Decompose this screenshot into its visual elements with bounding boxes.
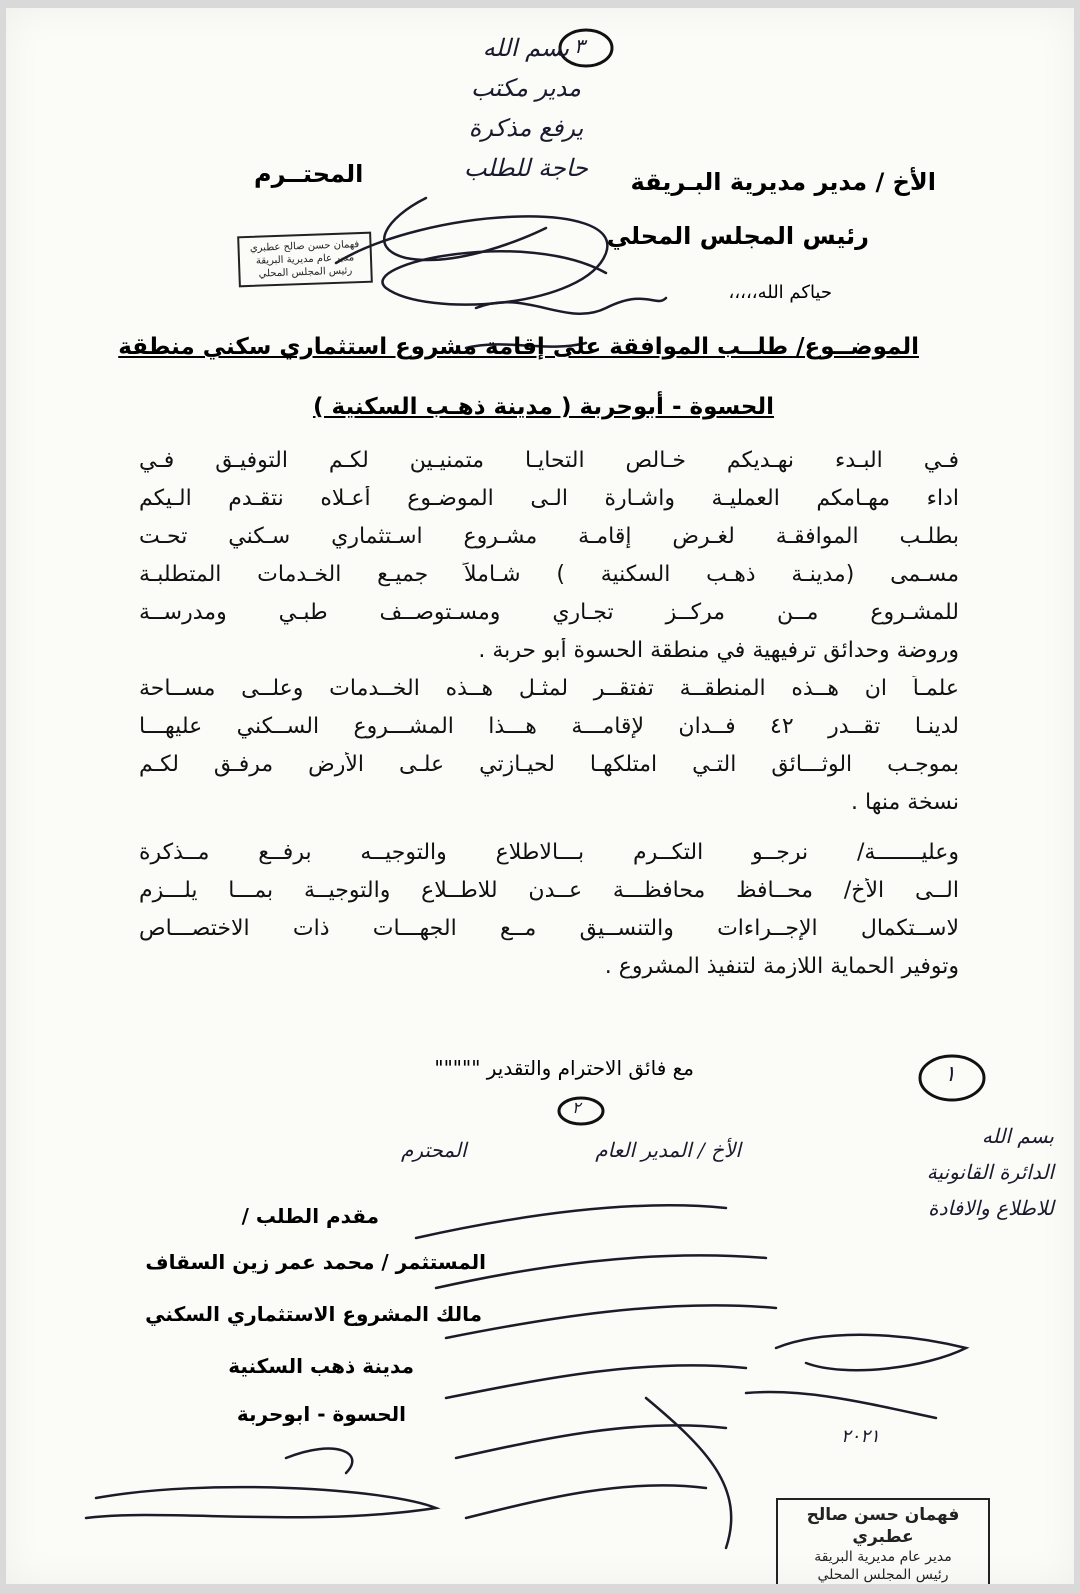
bottom-signature-stroke bbox=[286, 1449, 352, 1473]
note-line: الأخ / المدير العام bbox=[595, 1138, 741, 1162]
circled-number-middle: ١ bbox=[944, 1062, 956, 1087]
circled-number-ring bbox=[559, 1098, 603, 1124]
official-stamp-bottom bbox=[776, 1498, 990, 1584]
body-line: وتوفير الحماية اللازمة لتنفيذ المشروع . bbox=[604, 954, 959, 979]
body-line: وروضة وحدائق ترفيهية في منطقة الحسوة أبو حربة . bbox=[478, 638, 959, 663]
subject-line-1: الموضــوع/ طلــب الموافقة على إقامة مشروع استثماري سكني منطقة bbox=[118, 334, 919, 360]
note-line: المحترم bbox=[401, 1138, 467, 1162]
note-line: يرفع مذكرة bbox=[468, 114, 584, 142]
note-line: حاجة للطلب bbox=[464, 154, 588, 182]
stamp-line: مدير عام مديرية البريقة bbox=[814, 1549, 952, 1566]
body-line: الــى الأخ/ محــافظ محافظـــة عــدن للاطــلاع والتوجيــة بمـــا يلـــزم bbox=[139, 878, 959, 903]
top-handwritten-note bbox=[426, 28, 626, 188]
addressee-line: الأخ / مدير مديرية البـريقة bbox=[630, 168, 936, 196]
body-line: علمـاً ان هــذه المنطقــة تفتقــر لمثـل هــذه الخــدمات وعلــى مســاحة bbox=[139, 676, 959, 701]
applicant-name: المستثمر / محمد عمر زين السقاف bbox=[145, 1250, 486, 1274]
note-line: للاطلاع والافادة bbox=[928, 1196, 1054, 1220]
applicant-title: مالك المشروع الاستثماري السكني bbox=[145, 1302, 482, 1326]
handwritten-scribble bbox=[456, 1425, 726, 1458]
document-sheet bbox=[6, 8, 1074, 1584]
applicant-project: مدينة ذهب السكنية bbox=[228, 1354, 414, 1378]
handwritten-scribble bbox=[446, 1305, 776, 1338]
stamp-line: رئيس المجلس المحلي bbox=[817, 1567, 949, 1584]
closing-line: مع فائق الاحترام والتقدير """"" bbox=[434, 1056, 694, 1080]
body-line: بطلـب الموافقـة لغـرض إقامـة مشـروع اسـتثماري سـكني تحـت bbox=[139, 524, 959, 549]
handwritten-scribble bbox=[466, 1485, 706, 1518]
greeting-line: حياكم الله،،،،، bbox=[728, 282, 832, 303]
handwritten-date: ٢٠٢١ bbox=[841, 1426, 880, 1447]
honorific: المحتــرم bbox=[254, 160, 364, 188]
stamp-line: رئيس المجلس المحلي bbox=[258, 265, 353, 280]
role-line: رئيس المجلس المحلي bbox=[606, 222, 869, 250]
note-line: مدير مكتب bbox=[471, 74, 581, 102]
body-line: مسـمى (مدينـة ذهـب السكنية ) شـاملاً جميـع الخـدمات المتطلبـة bbox=[139, 562, 959, 587]
body-line: بموجـب الوثـــائق التـي امتلكهـا لحيـازتي علـى الأرض مرفـق لكـم bbox=[139, 752, 959, 777]
handwritten-scribble bbox=[446, 1365, 746, 1398]
official-stamp-top bbox=[237, 232, 373, 288]
bottom-signature-stroke bbox=[86, 1487, 436, 1518]
bottom-signature-stroke bbox=[746, 1392, 936, 1418]
body-line: نسخة منها . bbox=[851, 790, 959, 815]
body-line: وعليـــــــة/ نرجــو التكــرم بـــالاطلاع والتوجيــه برفــع مــذكرة bbox=[139, 840, 959, 865]
top-signature-stroke bbox=[336, 216, 607, 304]
body-line: اداء مهـامكم العمليـة واشـارة الـى الموضـوع أعـلاه نتقـدم الـيكم bbox=[139, 486, 959, 511]
circled-number-second: ٢ bbox=[572, 1098, 581, 1117]
stamp-line: فهمان حسن صالح عطبري bbox=[249, 239, 360, 254]
handwritten-scribble bbox=[646, 1398, 731, 1548]
note-line: الدائرة القانونية bbox=[926, 1160, 1054, 1184]
body-line: فـي البـدء نهـديكم خـالص التحايـا متمنيـين لكـم التوفيـق فـي bbox=[139, 448, 959, 473]
body-line: لاســتكمال الإجــراءات والتنســيق مــع الجهـــات ذات الاختصـــاص bbox=[139, 916, 959, 941]
circled-number-top: ٣ bbox=[574, 34, 585, 58]
stamp-line: فهمان حسن صالح عطبري bbox=[806, 1505, 960, 1548]
note-line: بسم الله bbox=[981, 1124, 1054, 1148]
body-line: لدينـا تقــدر ٤٢ فــدان لإقامـــة هـــذا المشـــروع الســكني عليهـــا bbox=[139, 714, 959, 739]
bottom-handwritten-note bbox=[824, 1118, 1054, 1226]
note-line: بسم الله bbox=[482, 34, 570, 62]
top-signature-stroke bbox=[476, 298, 666, 314]
subject-line-2: الحسوة - أبوحربة ( مدينة ذهـب السكنية ) bbox=[312, 394, 774, 420]
applicant-label: مقدم الطلب / bbox=[241, 1204, 379, 1228]
handwritten-scribble bbox=[416, 1205, 726, 1238]
stamp-line: مدير عام مديرية البريقة bbox=[255, 252, 355, 267]
bottom-handwritten-note-2 bbox=[401, 1138, 741, 1162]
bottom-signature-stroke bbox=[776, 1335, 966, 1370]
applicant-location: الحسوة - ابوحربة bbox=[236, 1402, 406, 1426]
body-line: للمشـروع مــن مركــز تجـاري ومسـتوصــف طبـي ومدرســة bbox=[139, 600, 959, 625]
